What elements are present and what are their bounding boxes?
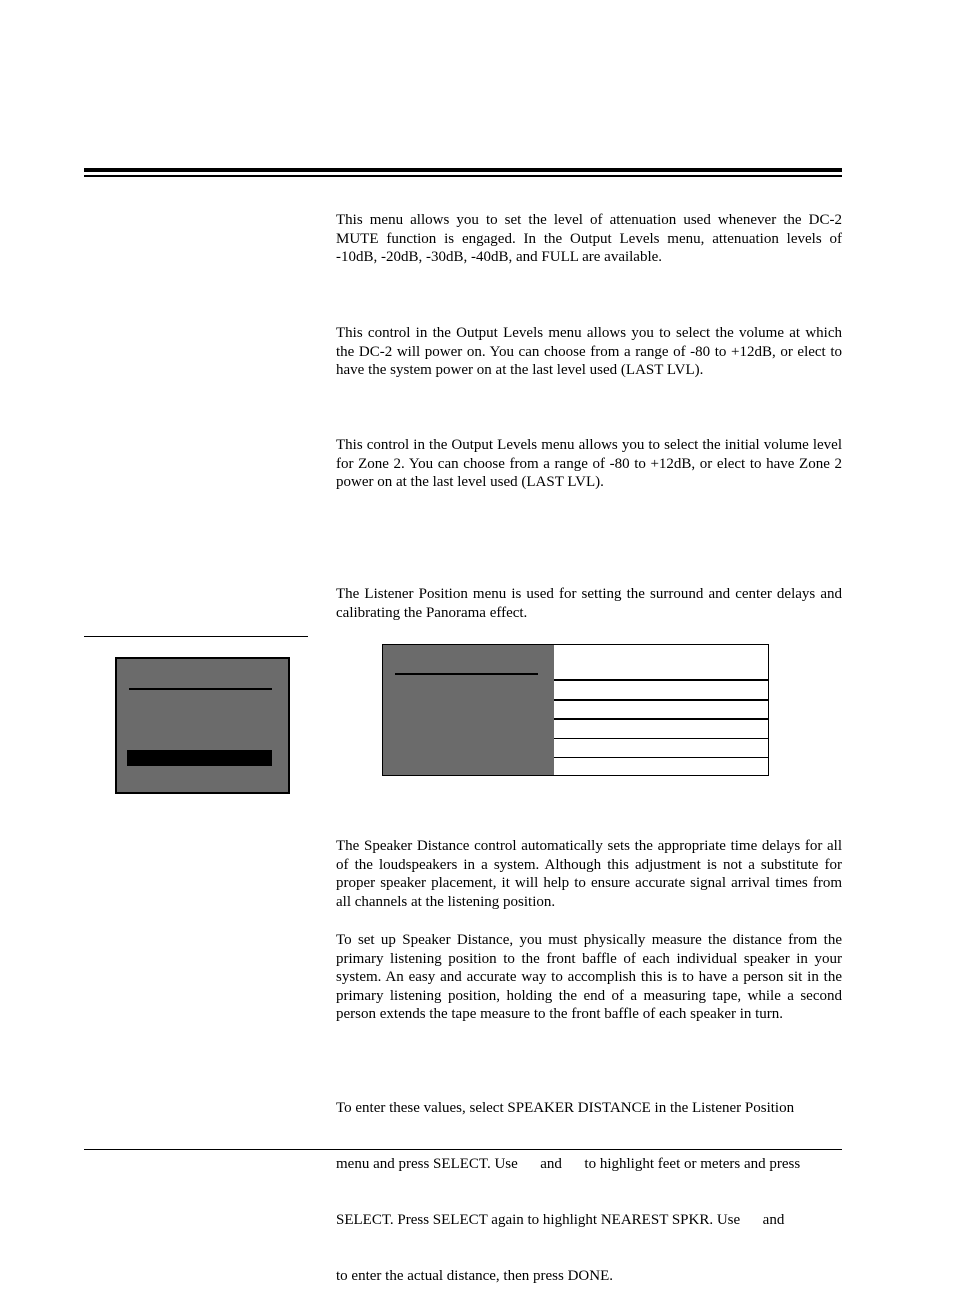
- menu-row-divider: [554, 718, 768, 720]
- menu-title-underline: [395, 673, 538, 675]
- menu-row-divider: [554, 679, 768, 681]
- speaker-distance-setup-paragraph: To set up Speaker Distance, you must physically measure the distance from the primary listening position to the front baffle of each individual speaker in your system. An easy and accurate way to accomplish this is to have a person sit in the primary listening position, holding the end of a measuring tape, while a second person extends the tape measure to the front baffle of each speaker in turn.: [336, 932, 842, 1023]
- menu-row-divider: [554, 699, 768, 701]
- menu-row-divider: [554, 738, 768, 739]
- header-rule-thick: [84, 168, 842, 172]
- menu-row-divider: [554, 757, 768, 758]
- entry-line: menu and press SELECT. Use and to highlight feet or meters and press: [336, 1155, 801, 1172]
- listener-position-menu-table: [382, 644, 769, 776]
- section-divider-rule: [84, 636, 308, 637]
- zone2-volume-paragraph: This control in the Output Levels menu allows you to select the initial volume level for Zone 2. You can choose from a range of -80 to +12dB, or elect to have Zone 2 power on at the last level used (LAST LVL).: [336, 437, 842, 491]
- speaker-distance-entry-paragraph: [336, 1062, 842, 1304]
- display-title-underline: [129, 688, 272, 690]
- entry-line: SELECT. Press SELECT again to highlight NEAREST SPKR. Use and: [336, 1211, 785, 1228]
- menu-display-panel: [383, 645, 554, 775]
- display-selected-item-highlight: [127, 750, 272, 766]
- header-rule-thin: [84, 175, 842, 177]
- entry-line: to enter the actual distance, then press DONE.: [336, 1267, 613, 1284]
- mute-level-paragraph: This menu allows you to set the level of attenuation used whenever the DC-2 MUTE function is engaged. In the Output Levels menu, attenuation levels of -10dB, -20dB, -30dB, -40dB, and FULL are available.: [336, 212, 842, 266]
- footer-rule: [84, 1149, 842, 1150]
- turn-on-volume-paragraph: This control in the Output Levels menu allows you to select the volume at which the DC-2 will power on. You can choose from a range of -80 to +12dB, or elect to have the system power on at the last level used (LAST LVL).: [336, 325, 842, 379]
- entry-line: To enter these values, select SPEAKER DISTANCE in the Listener Position: [336, 1100, 795, 1117]
- front-panel-display: [115, 657, 290, 794]
- speaker-distance-paragraph: The Speaker Distance control automatically sets the appropriate time delays for all of the loudspeakers in a system. Although this adjustment is not a substitute for proper speaker placement, it will help to ensure accurate signal arrival times from all channels at the listening position.: [336, 838, 842, 910]
- listener-position-paragraph: The Listener Position menu is used for setting the surround and center delays and calibrating the Panorama effect.: [336, 586, 842, 621]
